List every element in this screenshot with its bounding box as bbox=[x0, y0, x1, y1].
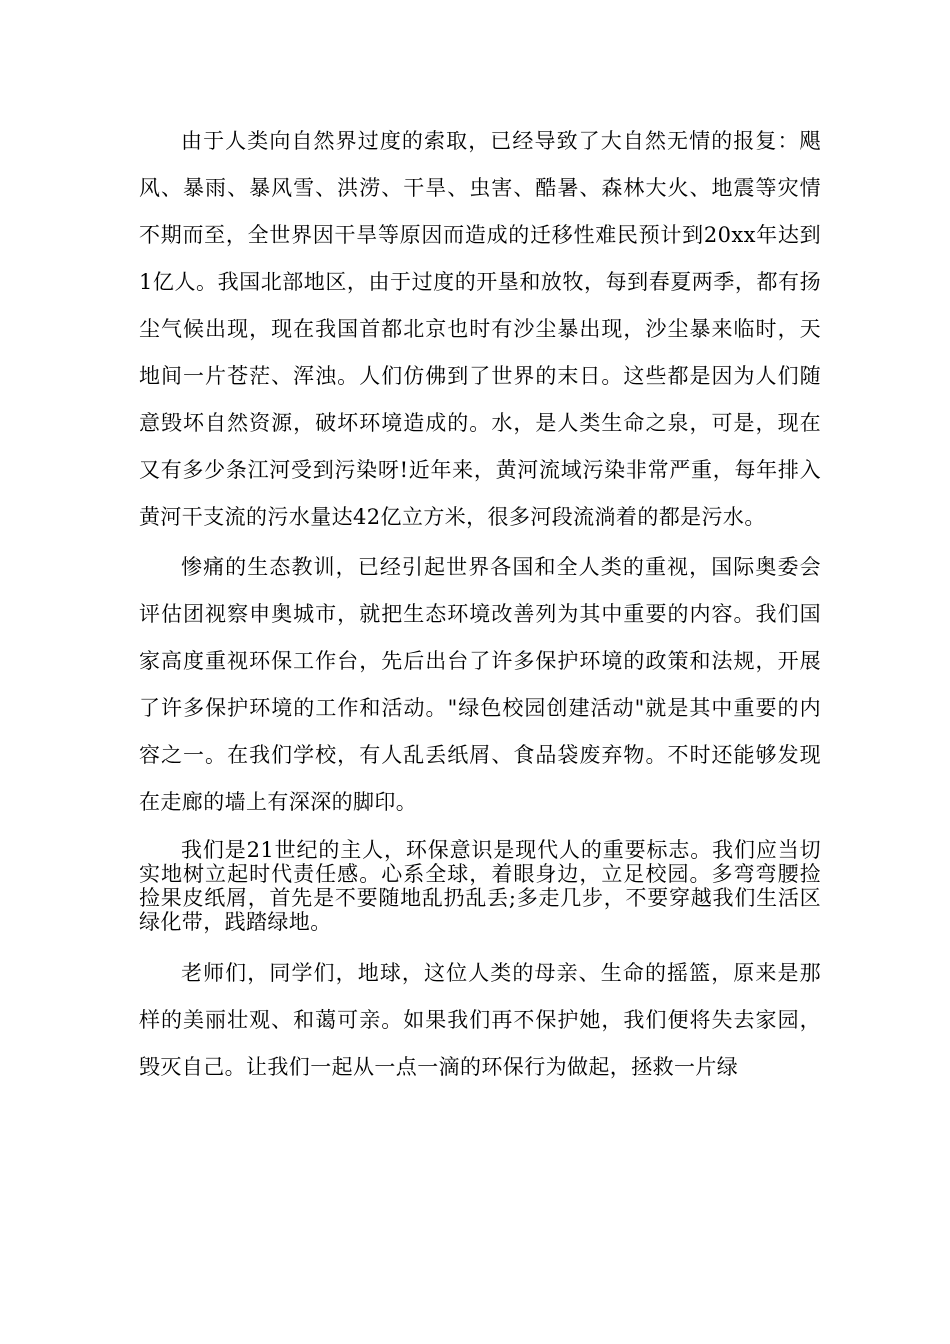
paragraph-environmental-retaliation: 由于人类向自然界过度的索取，已经导致了大自然无情的报复：飓风、暴雨、暴风雪、洪涝、干旱、虫害、酷暑、森林大火、地震等灾情不期而至，全世界因干旱等原因而造成的迁移性难民预计到20xx年达到1亿人。我国北部地区，由于过度的开垦和放牧，每到春夏两季，都有扬尘气候出现，现在我国首都北京也时有沙尘暴出现，沙尘暴来临时，天地间一片苍茫、浑浊。人们仿佛到了世界的末日。这些都是因为人们随意毁坏自然资源，破坏环境造成的。水，是人类生命之泉，可是，现在又有多少条江河受到污染呀!近年来，黄河流域污染非常严重，每年排入黄河干支流的污水量达42亿立方米，很多河段流淌着的都是污水。 bbox=[139, 129, 821, 529]
paragraph-environmental-awareness: 我们是21世纪的主人，环保意识是现代人的重要标志。我们应当切实地树立起时代责任感。心系全球，着眼身边，立足校园。多弯弯腰捡捡果皮纸屑，首先是不要随地乱扔乱丢;多走几步，不要穿越我们生活区绿化带，践踏绿地。 bbox=[139, 838, 821, 934]
paragraph-ecological-lesson: 惨痛的生态教训，已经引起世界各国和全人类的重视，国际奥委会评估团视察申奥城市，就把生态环境改善列为其中重要的内容。我们国家高度重视环保工作台，先后出台了许多保护环境的政策和法规，开展了许多保护环境的工作和活动。"绿色校园创建活动"就是其中重要的内容之一。在我们学校，有人乱丢纸屑、食品袋废弃物。不时还能够发现在走廊的墙上有深深的脚印。 bbox=[139, 555, 821, 814]
document-body bbox=[139, 118, 821, 1091]
paragraph-protect-earth: 老师们，同学们，地球，这位人类的母亲、生命的摇篮，原来是那样的美丽壮观、和蔼可亲。如果我们再不保护她，我们便将失去家园，毁灭自己。让我们一起从一点一滴的环保行为做起，拯救一片绿 bbox=[139, 961, 821, 1079]
